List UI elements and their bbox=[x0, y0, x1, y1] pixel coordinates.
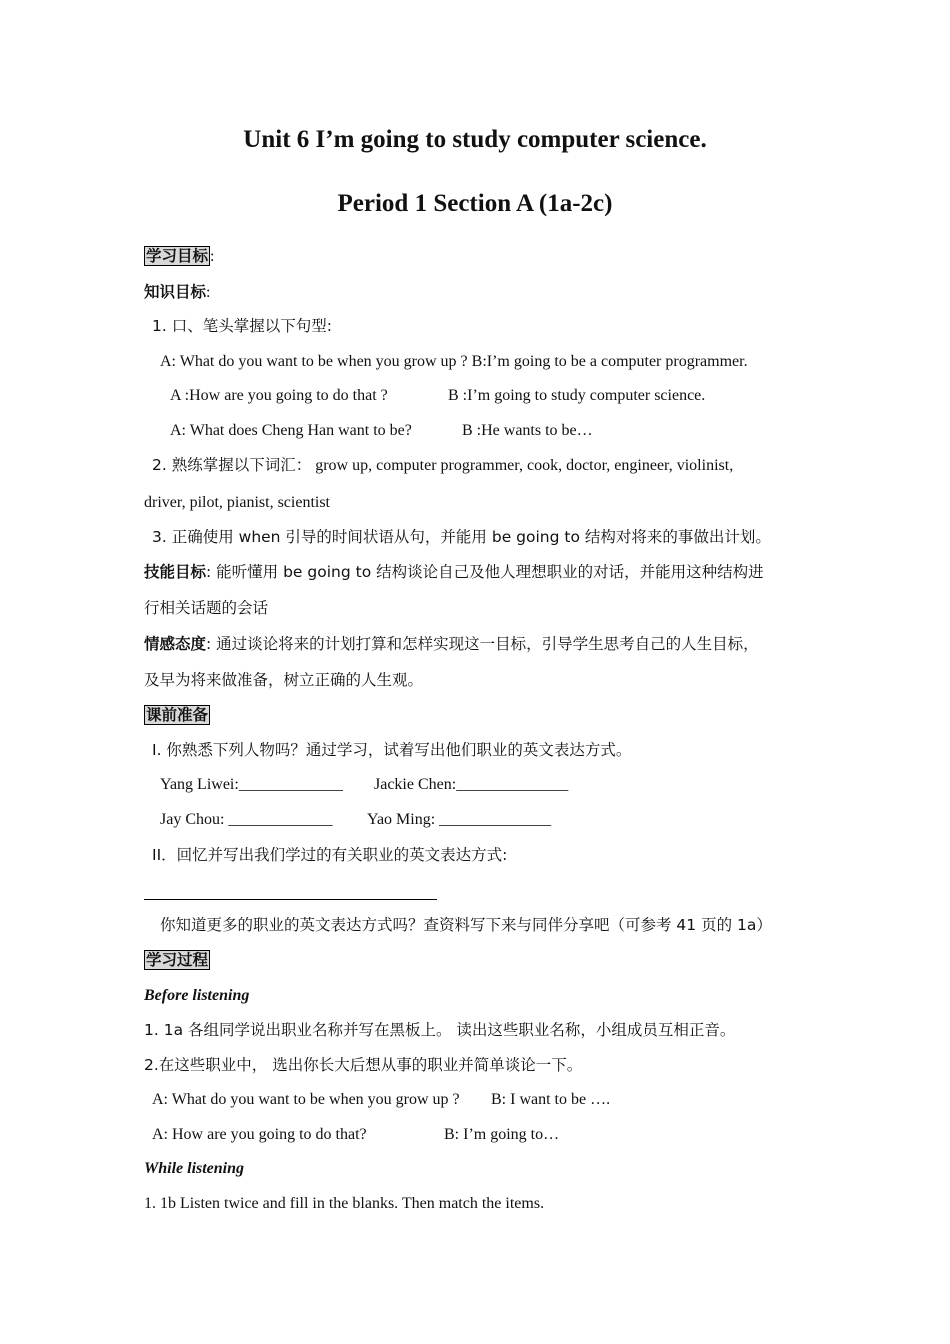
before-item-1: 1. 1a 各组同学说出职业名称并写在黑板上。 读出这些职业名称，小组成员互相正音。 bbox=[144, 1021, 736, 1039]
unit-title: Unit 6 I’m going to study computer science. bbox=[243, 126, 707, 153]
while-listening-heading: While listening bbox=[144, 1160, 245, 1177]
emotion-text: : 通过谈论将来的计划打算和怎样实现这一目标，引导学生思考自己的人生目标， bbox=[206, 635, 759, 653]
blank-yang-liwei: Yang Liwei:_____________ bbox=[160, 776, 343, 793]
while-item-1: 1. 1b Listen twice and fill in the blanks. Then match the items. bbox=[144, 1195, 545, 1212]
sentence-1: A: What do you want to be when you grow up ? B:I’m going to be a computer programmer. bbox=[160, 353, 748, 370]
item2-words: grow up, computer programmer, cook, doctor, engineer, violinist, bbox=[315, 457, 734, 474]
prep-heading: 课前准备 bbox=[146, 706, 209, 724]
process-heading-line bbox=[144, 950, 210, 971]
dialog-2a: A: How are you going to do that? bbox=[152, 1126, 367, 1143]
skill-heading: 技能目标 bbox=[144, 563, 207, 581]
goals-colon: : bbox=[210, 248, 215, 265]
goals-heading-line bbox=[144, 246, 214, 267]
knowledge-item-3: 3. 正确使用 when 引导的时间状语从句，并能用 be going to 结构对将来的事做出计划。 bbox=[152, 528, 771, 546]
prep-question-2: II．回忆并写出我们学过的有关职业的英文表达方式: bbox=[152, 846, 508, 864]
sentence-2b: B :I’m going to study computer science. bbox=[448, 387, 706, 404]
emotion-goal-cont: 及早为将来做准备，树立正确的人生观。 bbox=[144, 671, 424, 689]
sentence-2a: A :How are you going to do that ? bbox=[170, 387, 388, 404]
knowledge-colon: : bbox=[206, 284, 211, 301]
dialog-1a: A: What do you want to be when you grow up ? bbox=[152, 1091, 460, 1108]
blank-yao-ming: Yao Ming: ______________ bbox=[367, 811, 552, 828]
sentence-3b: B :He wants to be… bbox=[462, 422, 593, 439]
prep-question-1: I. 你熟悉下列人物吗？通过学习，试着写出他们职业的英文表达方式。 bbox=[152, 741, 632, 759]
dialog-2b: B: I’m going to… bbox=[444, 1126, 560, 1143]
knowledge-heading: 知识目标 bbox=[144, 283, 207, 301]
prep-heading-line bbox=[144, 705, 210, 726]
blank-jay-chou: Jay Chou: _____________ bbox=[160, 811, 333, 828]
sentence-3a: A: What does Cheng Han want to be? bbox=[170, 422, 412, 439]
before-listening-heading: Before listening bbox=[144, 987, 250, 1004]
dialog-1b: B: I want to be …. bbox=[491, 1091, 611, 1108]
emotion-heading: 情感态度 bbox=[144, 635, 207, 653]
goals-heading: 学习目标 bbox=[146, 247, 209, 265]
knowledge-item-2 bbox=[152, 455, 733, 476]
emotion-goal-line bbox=[144, 634, 759, 655]
prep-more: 你知道更多的职业的英文表达方式吗？查资料写下来与同伴分享吧（可参考 41 页的 1a） bbox=[160, 916, 772, 934]
skill-text: : 能听懂用 be going to 结构谈论自己及他人理想职业的对话，并能用这种结构进 bbox=[206, 563, 764, 581]
before-item-2: 2.在这些职业中， 选出你长大后想从事的职业并简单谈论一下。 bbox=[144, 1056, 583, 1074]
knowledge-item-1: 1. 口、笔头掌握以下句型: bbox=[152, 317, 332, 335]
skill-goal-cont: 行相关话题的会话 bbox=[144, 599, 269, 617]
skill-goal-line bbox=[144, 562, 764, 583]
process-heading: 学习过程 bbox=[146, 951, 209, 969]
knowledge-item-2-cont: driver, pilot, pianist, scientist bbox=[144, 494, 330, 511]
blank-jackie-chen: Jackie Chen:______________ bbox=[374, 776, 569, 793]
period-title: Period 1 Section A (1a-2c) bbox=[337, 190, 613, 217]
answer-line bbox=[144, 899, 437, 900]
item2-prefix: 2. 熟练掌握以下词汇： bbox=[152, 456, 312, 474]
knowledge-heading-line bbox=[144, 282, 210, 303]
